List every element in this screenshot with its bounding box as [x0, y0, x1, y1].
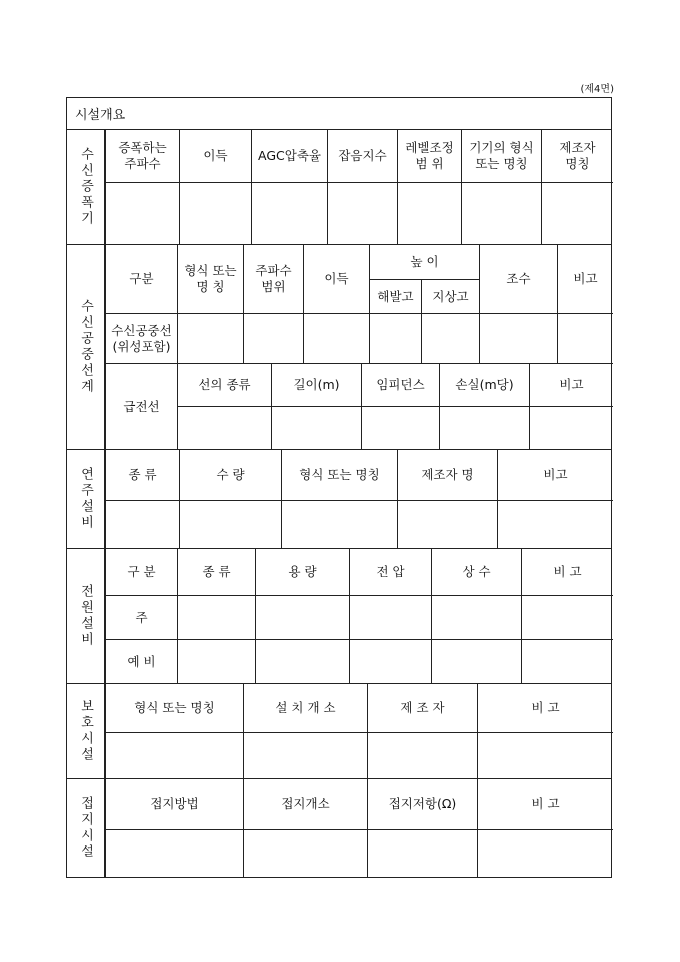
ant-cell[interactable] [369, 313, 421, 363]
ant-header-gubun: 구분 [105, 245, 177, 313]
perf-header-type: 종 류 [105, 450, 179, 500]
ant-header-height-ground: 지상고 [421, 279, 479, 313]
gnd-cell[interactable] [477, 829, 613, 877]
power-cell[interactable] [255, 595, 349, 639]
power-cell[interactable] [521, 639, 613, 683]
ant-cell[interactable] [479, 313, 557, 363]
feeder-cell[interactable] [361, 406, 439, 449]
page-label: (제4면) [580, 84, 614, 95]
prot-cell[interactable] [105, 732, 243, 778]
power-title: 전원설비 [78, 584, 93, 648]
feeder-cell[interactable] [271, 406, 361, 449]
perf-cell[interactable] [497, 500, 613, 548]
antenna-section [66, 244, 612, 449]
performance-section [66, 449, 612, 548]
power-cell[interactable] [521, 595, 613, 639]
ant-cell[interactable] [243, 313, 303, 363]
amp-cell[interactable] [461, 182, 541, 244]
prot-cell[interactable] [243, 732, 367, 778]
prot-header-model: 형식 또는 명칭 [105, 684, 243, 732]
amplifier-title: 수신증폭기 [78, 147, 93, 227]
power-cell[interactable] [349, 595, 431, 639]
amp-header-noise: 잡음지수 [327, 130, 397, 182]
ant-header-remark: 비고 [557, 245, 613, 313]
prot-header-location: 설 치 개 소 [243, 684, 367, 732]
feeder-cell[interactable] [529, 406, 613, 449]
amp-header-level: 레벨조정 범 위 [397, 130, 461, 182]
feeder-header-length: 길이(m) [271, 363, 361, 406]
gnd-header-location: 접지개소 [243, 779, 367, 829]
amp-cell[interactable] [397, 182, 461, 244]
power-cell[interactable] [431, 639, 521, 683]
feeder-header-remark: 비고 [529, 363, 613, 406]
amp-cell[interactable] [251, 182, 327, 244]
overview-title: 시설개요 [66, 97, 612, 129]
ant-cell[interactable] [557, 313, 613, 363]
prot-cell[interactable] [367, 732, 477, 778]
feeder-label: 급전선 [105, 363, 177, 449]
antenna-title: 수신공중선계 [78, 299, 93, 395]
amp-cell[interactable] [179, 182, 251, 244]
gnd-header-resistance: 접지저항(Ω) [367, 779, 477, 829]
ant-cell[interactable] [303, 313, 369, 363]
perf-header-model: 형식 또는 명칭 [281, 450, 397, 500]
ant-header-type: 형식 또는 명 칭 [177, 245, 243, 313]
amp-header-gain: 이득 [179, 130, 251, 182]
amplifier-section [66, 129, 612, 244]
power-cell[interactable] [431, 595, 521, 639]
prot-cell[interactable] [477, 732, 613, 778]
ant-cell[interactable] [421, 313, 479, 363]
ant-header-freq: 주파수 범위 [243, 245, 303, 313]
power-cell[interactable] [177, 639, 255, 683]
ant-header-count: 조수 [479, 245, 557, 313]
amp-header-freq: 증폭하는 주파수 [105, 130, 179, 182]
perf-cell[interactable] [397, 500, 497, 548]
ant-header-gain: 이득 [303, 245, 369, 313]
power-header-capacity: 용 량 [255, 549, 349, 595]
gnd-cell[interactable] [105, 829, 243, 877]
ant-cell[interactable] [177, 313, 243, 363]
power-header-type: 종 류 [177, 549, 255, 595]
amp-cell[interactable] [327, 182, 397, 244]
amp-header-model: 기기의 형식 또는 명칭 [461, 130, 541, 182]
grounding-section [66, 778, 612, 878]
perf-cell[interactable] [281, 500, 397, 548]
power-cell[interactable] [255, 639, 349, 683]
power-header-remark: 비 고 [521, 549, 613, 595]
perf-cell[interactable] [179, 500, 281, 548]
power-row-main: 주 [105, 595, 177, 639]
amp-header-agc: AGC압축율 [251, 130, 327, 182]
gnd-cell[interactable] [367, 829, 477, 877]
prot-header-maker: 제 조 자 [367, 684, 477, 732]
ant-header-height-sea: 해발고 [369, 279, 421, 313]
perf-header-qty: 수 량 [179, 450, 281, 500]
performance-title: 연주설비 [78, 467, 93, 531]
power-row-backup: 예 비 [105, 639, 177, 683]
feeder-cell[interactable] [177, 406, 271, 449]
prot-header-remark: 비 고 [477, 684, 613, 732]
amp-cell[interactable] [105, 182, 179, 244]
facility-form [66, 97, 612, 878]
ant-row-label: 수신공중선 (위성포함) [105, 313, 177, 363]
gnd-header-method: 접지방법 [105, 779, 243, 829]
grounding-title: 접지시설 [78, 796, 93, 860]
amp-header-maker: 제조자 명칭 [541, 130, 613, 182]
power-header-gubun: 구 분 [105, 549, 177, 595]
power-header-phase: 상 수 [431, 549, 521, 595]
feeder-cell[interactable] [439, 406, 529, 449]
feeder-header-type: 선의 종류 [177, 363, 271, 406]
perf-header-remark: 비고 [497, 450, 613, 500]
power-section [66, 548, 612, 683]
gnd-header-remark: 비 고 [477, 779, 613, 829]
power-header-voltage: 전 압 [349, 549, 431, 595]
perf-header-maker: 제조자 명 [397, 450, 497, 500]
ant-header-height: 높 이 [369, 245, 479, 279]
perf-cell[interactable] [105, 500, 179, 548]
feeder-header-loss: 손실(m당) [439, 363, 529, 406]
gnd-cell[interactable] [243, 829, 367, 877]
power-cell[interactable] [349, 639, 431, 683]
power-cell[interactable] [177, 595, 255, 639]
feeder-header-impedance: 임피던스 [361, 363, 439, 406]
protection-section [66, 683, 612, 778]
amp-cell[interactable] [541, 182, 613, 244]
protection-title: 보호시설 [78, 699, 93, 763]
